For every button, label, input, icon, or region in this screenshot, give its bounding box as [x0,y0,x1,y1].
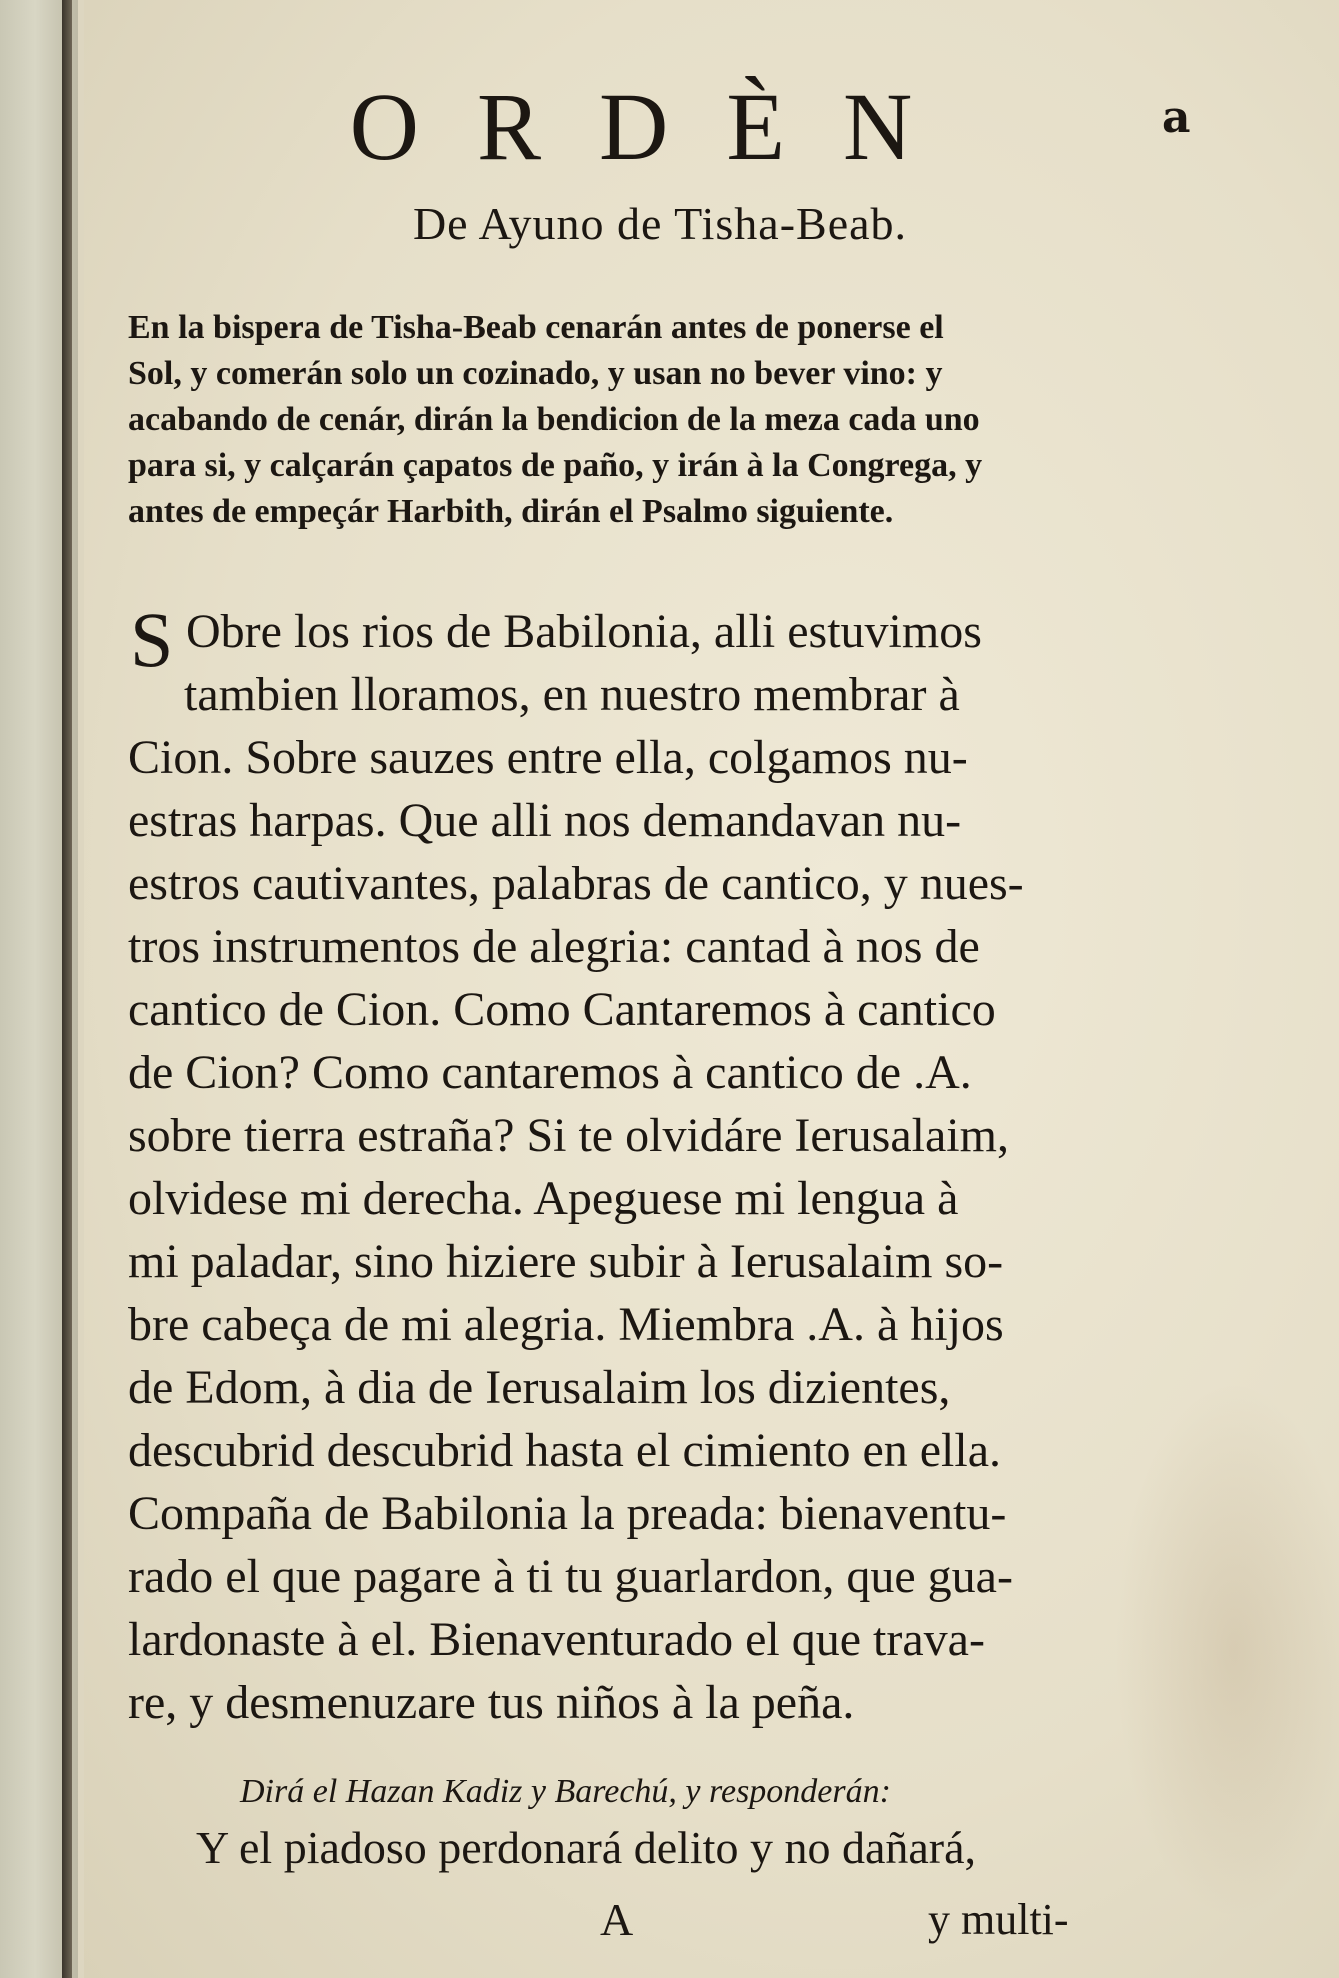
psalm-line: lardonaste à el. Bienaventurado el que travа- [128,1613,985,1666]
response-line: Y el piadoso perdonará delito y no dañará, [196,1822,977,1873]
rubric-line: antes de empeçár Harbith, dirán el Psalmo siguiente. [128,493,894,530]
psalm-line: estros cautivantes, palabras de cantico, y nues- [128,857,1024,910]
psalm-line: olvidese mi derecha. Apeguese mi lengua à [128,1172,959,1225]
rubric-line: Sol, y comerán solo un cozinado, y usan no bever vino: y [128,355,943,392]
drop-cap: S [130,596,174,683]
liturgical-instruction: Dirá el Hazan Kadiz y Barechú, y responderán: [240,1773,891,1810]
rubric-line: En la bispera de Tisha-Beab cenarán antes de ponerse el [128,309,944,346]
psalm-line: tambien lloramos, en nuestro membrar à [184,668,960,721]
psalm-line: estras harpas. Que alli nos demandavan nu- [128,794,962,847]
psalm-line: de Edom, à dia de Ierusalaim los dizientes, [128,1361,951,1414]
psalm-line: de Cion? Como cantaremos à cantico de .A. [128,1046,972,1099]
binding-edge [62,0,72,1978]
psalm-line: re, y desmenuzare tus niños à la peña. [128,1676,855,1729]
psalm-line: Cion. Sobre sauzes entre ella, colgamos nu- [128,731,968,784]
psalm-line: mi paladar, sino hiziere subir à Ierusalaim so- [128,1235,1004,1288]
rubric-line: para si, y calçarán çapatos de paño, y irán à la Congrega, y [128,447,983,484]
psalm-line: cantico de Cion. Como Cantaremos à cantico [128,983,996,1036]
psalm-line: bre cabeça de mi alegria. Miembra .A. à hijos [128,1298,1004,1351]
psalm-line: Compaña de Babilonia la preada: bienaventu- [128,1487,1007,1540]
rubric-line: acabando de cenár, dirán la bendicion de la meza cada uno [128,401,980,438]
catchmark: a [1162,92,1191,143]
psalm-line: Obre los rios de Babilonia, alli estuvimos [186,605,982,658]
rubric-paragraph [128,305,1188,535]
catchword: y multi- [928,1895,1069,1944]
page-subtitle: De Ayuno de Tisha-Beab. [412,198,908,249]
psalm-line: descubrid descubrid hasta el cimiento en ella. [128,1424,1002,1477]
signature-mark: A [600,1894,634,1945]
psalm-line: sobre tierra estraña? Si te olvidáre Ierusalaim, [128,1109,1009,1162]
psalm-text [128,596,1188,1734]
psalm-line: rado el que pagare à ti tu guarlardon, que gua- [128,1550,1013,1603]
page-title: ORDÈN [349,73,971,180]
psalm-line: tros instrumentos de alegria: cantad à nos de [128,920,980,973]
